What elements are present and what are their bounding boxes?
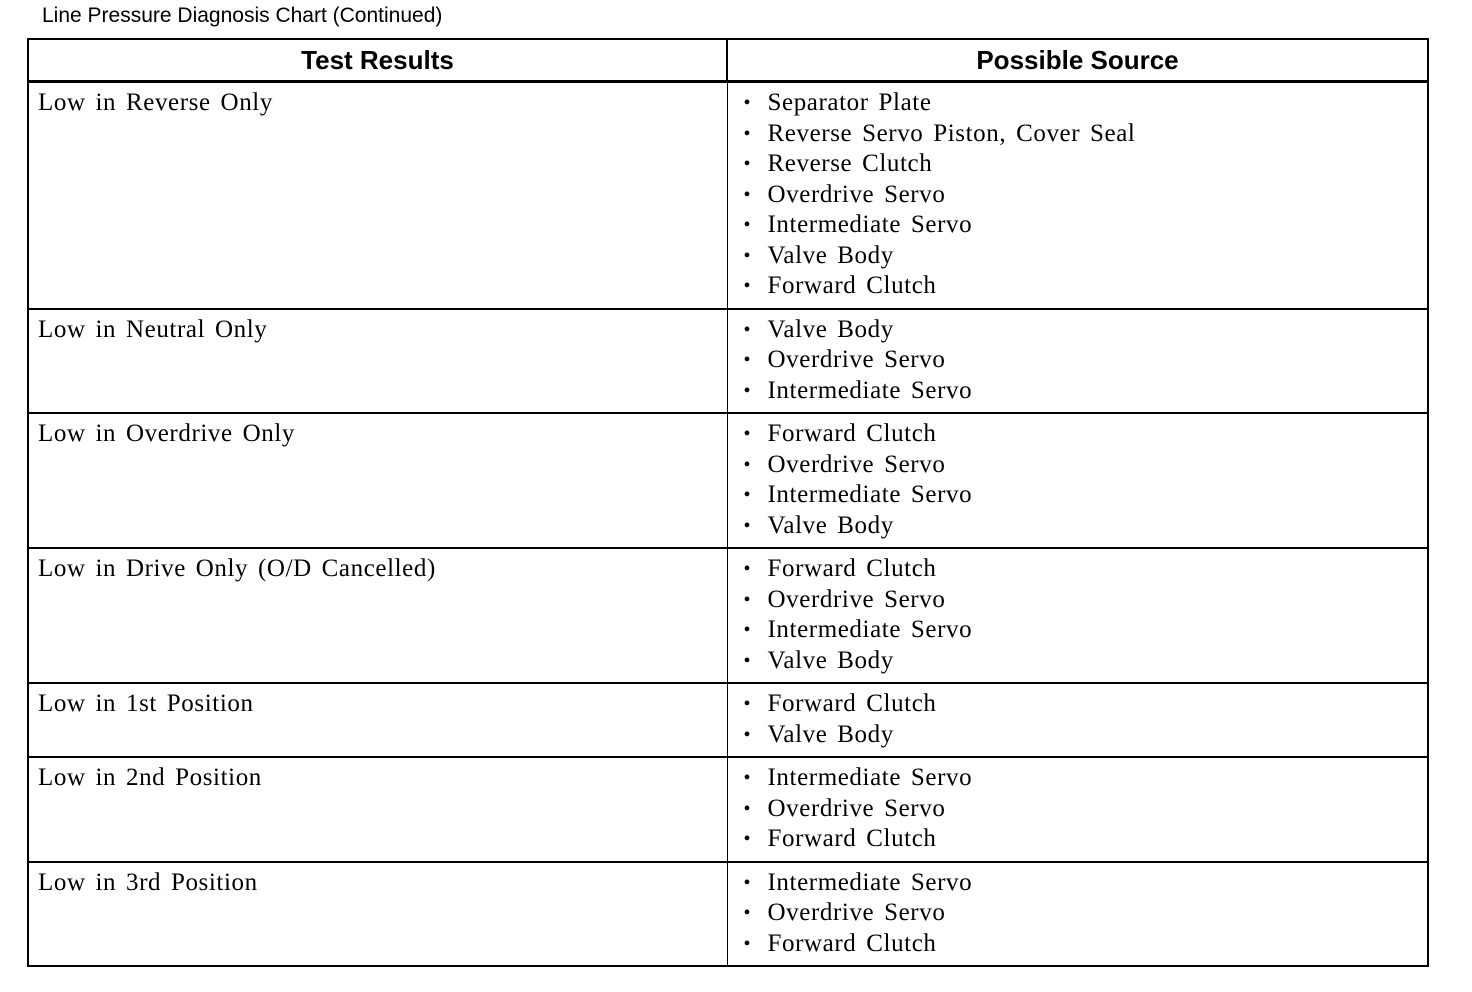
source-item [744,615,1428,646]
possible-source-cell [727,548,1428,683]
source-text: Valve Body [767,720,894,748]
source-text: Forward Clutch [767,420,937,447]
source-text: Forward Clutch [767,825,937,852]
source-item [744,271,1428,302]
table-row [28,309,1428,414]
table-row [28,757,1428,862]
bullet-icon: • [743,828,752,850]
source-item [744,315,1428,346]
test-result-cell: Low in 1st Position [28,683,727,757]
bullet-icon: • [743,183,752,206]
source-text: Separator Plate [767,89,932,116]
test-result-cell: Low in Reverse Only [28,82,727,309]
source-text: Forward Clutch [767,929,937,957]
bullet-icon: • [743,619,752,641]
source-item [744,824,1428,855]
source-item [744,419,1428,450]
source-text: Overdrive Servo [767,180,946,208]
possible-source-cell [727,757,1428,862]
source-item [744,554,1428,585]
source-item [744,345,1428,376]
test-result-cell: Low in Overdrive Only [28,413,727,548]
bullet-icon: • [743,558,752,580]
source-item [744,929,1428,960]
source-list [744,88,1428,302]
source-list [744,554,1428,676]
source-text: Overdrive Servo [767,450,946,478]
source-text: Valve Body [767,646,894,674]
source-item [744,689,1428,720]
source-list [744,689,1428,750]
source-text: Intermediate Servo [767,376,973,404]
bullet-icon: • [743,453,752,476]
source-list [744,315,1428,407]
bullet-icon: • [743,797,752,820]
source-text: Valve Body [767,511,894,539]
possible-source-cell [727,683,1428,757]
bullet-icon: • [743,92,752,114]
table-row [28,862,1428,967]
source-text: Intermediate Servo [767,868,973,896]
bullet-icon: • [743,423,752,445]
test-result-cell: Low in Neutral Only [28,309,727,414]
test-result-cell: Low in 2nd Position [28,757,727,862]
source-list [744,763,1428,855]
line-pressure-diagnosis-table [27,38,1429,967]
bullet-icon: • [743,649,752,672]
table-row [28,683,1428,757]
bullet-icon: • [743,379,752,402]
possible-source-cell [727,82,1428,309]
bullet-icon: • [743,871,752,894]
bullet-icon: • [743,693,752,715]
bullet-icon: • [743,767,752,789]
bullet-icon: • [743,153,752,175]
bullet-icon: • [743,275,752,297]
source-item [744,376,1428,407]
source-item [744,868,1428,899]
source-item [744,210,1428,241]
bullet-icon: • [743,318,752,341]
source-text: Forward Clutch [767,272,937,299]
source-text: Reverse Clutch [767,150,933,177]
source-item [744,119,1428,150]
source-item [744,88,1428,119]
source-item [744,646,1428,677]
bullet-icon: • [743,244,752,267]
source-text: Intermediate Servo [767,211,973,238]
source-text: Intermediate Servo [767,764,973,791]
source-text: Forward Clutch [767,690,937,717]
table-body [28,82,1428,967]
bullet-icon: • [743,484,752,506]
table-row [28,413,1428,548]
table-row [28,548,1428,683]
source-item [744,794,1428,825]
source-item [744,180,1428,211]
source-item [744,450,1428,481]
test-result-cell: Low in Drive Only (O/D Cancelled) [28,548,727,683]
source-text: Intermediate Servo [767,481,973,508]
source-text: Valve Body [767,315,894,343]
header-row [28,39,1428,82]
possible-source-cell [727,413,1428,548]
column-header-possible-source: Possible Source [727,39,1428,82]
source-item [744,763,1428,794]
bullet-icon: • [743,588,752,611]
source-item [744,898,1428,929]
source-item [744,585,1428,616]
source-text: Intermediate Servo [767,616,973,643]
bullet-icon: • [743,932,752,955]
bullet-icon: • [743,349,752,371]
source-list [744,419,1428,541]
table-row [28,82,1428,309]
source-text: Overdrive Servo [767,794,946,822]
source-text: Forward Clutch [767,555,937,582]
possible-source-cell [727,862,1428,967]
source-text: Overdrive Servo [767,585,946,613]
source-text: Overdrive Servo [767,899,946,926]
source-text: Valve Body [767,241,894,269]
bullet-icon: • [743,902,752,924]
source-item [744,480,1428,511]
column-header-test-results: Test Results [28,39,727,82]
source-text: Overdrive Servo [767,346,946,373]
source-item [744,720,1428,751]
bullet-icon: • [743,214,752,236]
chart-caption: Line Pressure Diagnosis Chart (Continued) [42,4,443,27]
source-item [744,149,1428,180]
test-result-cell: Low in 3rd Position [28,862,727,967]
source-item [744,241,1428,272]
source-list [744,868,1428,960]
source-text: Reverse Servo Piston, Cover Seal [767,119,1136,147]
bullet-icon: • [743,723,752,746]
bullet-icon: • [743,514,752,537]
source-item [744,511,1428,542]
bullet-icon: • [743,122,752,145]
possible-source-cell [727,309,1428,414]
